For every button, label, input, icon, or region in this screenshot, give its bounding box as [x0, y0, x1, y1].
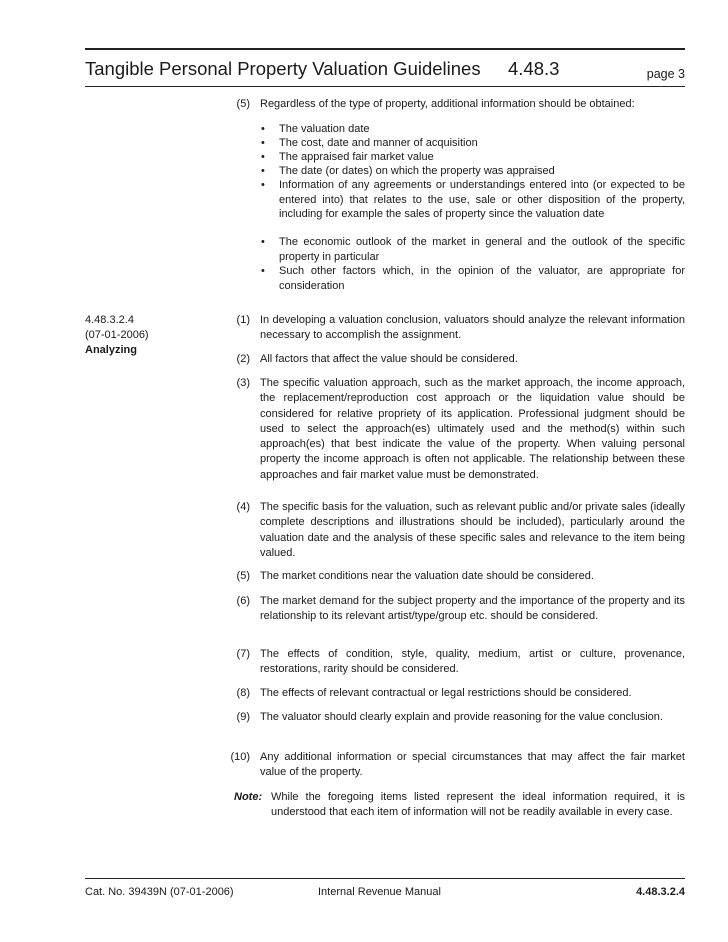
note-label: Note: — [234, 791, 263, 803]
item-text: All factors that affect the value should be considered. — [260, 353, 518, 365]
section-title-text: Analyzing — [85, 344, 137, 356]
item-text: The valuator should clearly explain and provide reasoning for the value conclusion. — [260, 711, 663, 723]
footer-catalog: Cat. No. 39439N (07-01-2006) — [85, 886, 234, 898]
bullet-text: Such other factors which, in the opinion of the valuator, are appropriate for consideration — [279, 265, 685, 292]
note-block — [234, 790, 685, 821]
item-number: (1) — [236, 314, 250, 326]
item-text: Any additional information or special circumstances that may affect the fair market value of the property. — [260, 751, 685, 779]
section-id: 4.48.3.2.4 — [85, 314, 134, 326]
bullet-item: • The date (or dates) on which the property was appraised — [261, 164, 685, 179]
item-number: (5) — [236, 98, 250, 110]
bullet-item: • The economic outlook of the market in general and the outlook of the specific property in particular — [261, 236, 685, 263]
item-text: In developing a valuation conclusion, valuators should analyze the relevant information necessary to accomplish the assignment. — [260, 314, 685, 342]
bullet-text: Information of any agreements or understandings entered into (or expected to be entered into) that relates to the use, sale or other disposition of the property, including for example the sales of property since the valuation date — [279, 179, 685, 221]
bullet-item: • Information of any agreements or understandings entered into (or expected to be entered into) that relates to the use, sale or other disposition of the property, including for example the sales of property since the valuation date — [261, 179, 685, 221]
bullet-item: • The cost, date and manner of acquisition — [261, 136, 685, 151]
bullet-item: • Such other factors which, in the opinion of the valuator, are appropriate for consideration — [261, 265, 685, 292]
item-number: (2) — [236, 353, 250, 365]
bullet-item: • The appraised fair market value — [261, 150, 685, 165]
bullet-text: The economic outlook of the market in general and the outlook of the specific property in particular — [279, 236, 685, 263]
item-text: The market demand for the subject property and the importance of the property and its relationship to its relevant artist/type/group etc. should be considered. — [260, 595, 685, 623]
bullet-item: • The valuation date — [261, 122, 685, 137]
item-number: (6) — [236, 595, 250, 607]
item-number: (10) — [230, 751, 250, 763]
document-title: Tangible Personal Property Valuation Guidelines — [85, 58, 481, 79]
footer-rule — [85, 878, 685, 879]
item-number: (9) — [236, 711, 250, 723]
item-text: The specific valuation approach, such as the market approach, the income approach, the replacement/reproduction cost approach or the liquidation value should be considered for relative propriety of its application. Professional judgment should be used to select the approach(es) ultimately used and the method(s) within such approach(es) that best indicate the value of the property. When valuing personal property the income approach is often not applicable. The relationship between these approaches and fair market value must be demonstrated. — [260, 377, 685, 481]
item-number: (3) — [236, 377, 250, 389]
section-number: 4.48.3 — [508, 58, 560, 79]
footer-section-ref: 4.48.3.2.4 — [636, 886, 685, 898]
header-rule — [85, 48, 685, 50]
item-text: The specific basis for the valuation, such as relevant public and/or private sales (ideally complete descriptions and illustrations should be included), particularly around the valuation date and the analysis of these specific sales and relevance to the item being valued. — [260, 501, 685, 559]
item-number: (7) — [236, 648, 250, 660]
bullet-text: The appraised fair market value — [279, 151, 434, 163]
page-number: page 3 — [646, 67, 685, 81]
item-text: The effects of relevant contractual or legal restrictions should be considered. — [260, 687, 632, 699]
item-text: Regardless of the type of property, additional information should be obtained: — [260, 98, 635, 110]
item-number: (4) — [236, 501, 250, 513]
bullet-text: The date (or dates) on which the property was appraised — [279, 165, 555, 177]
item-number: (8) — [236, 687, 250, 699]
subheader-rule — [85, 86, 685, 87]
item-number: (5) — [236, 570, 250, 582]
bullet-text: The cost, date and manner of acquisition — [279, 137, 478, 149]
section-title — [85, 343, 137, 358]
section-date: (07-01-2006) — [85, 329, 149, 341]
bullet-text: The valuation date — [279, 123, 370, 135]
footer-manual-name: Internal Revenue Manual — [318, 886, 441, 898]
item-text: The effects of condition, style, quality, medium, artist or culture, provenance, restorations, rarity should be considered. — [260, 648, 685, 676]
note-text: While the foregoing items listed represent the ideal information required, it is understood that each item of information will not be readily available in every case. — [271, 791, 685, 819]
item-text: The market conditions near the valuation date should be considered. — [260, 570, 594, 582]
